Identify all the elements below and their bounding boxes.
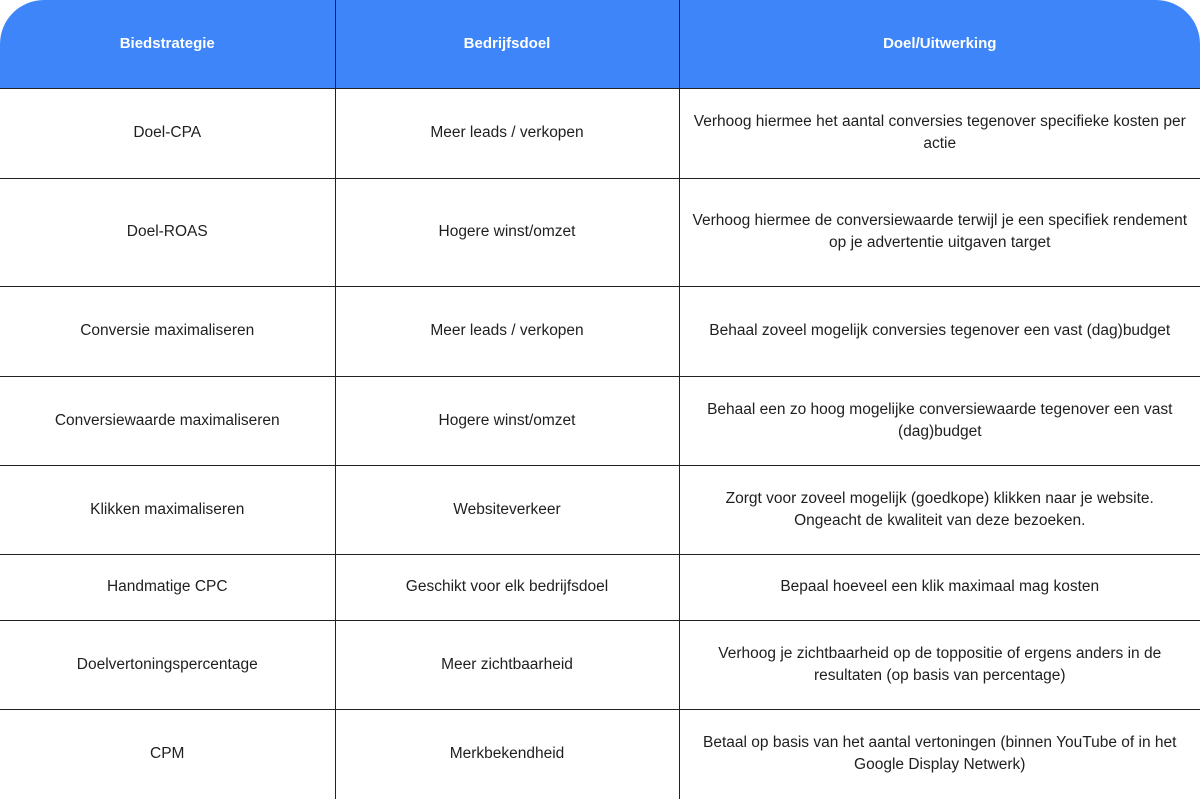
cell-effect: Zorgt voor zoveel mogelijk (goedkope) klikken naar je website. Ongeacht de kwaliteit van deze bezoeken. [679,465,1200,554]
cell-strategy: Doelvertoningspercentage [0,620,335,709]
cell-strategy: Conversiewaarde maximaliseren [0,376,335,465]
table-row [0,554,1200,620]
cell-strategy: Doel-CPA [0,88,335,178]
cell-effect: Behaal zoveel mogelijk conversies tegenover een vast (dag)budget [679,286,1200,376]
cell-goal: Geschikt voor elk bedrijfsdoel [335,554,679,620]
table-row [0,465,1200,554]
cell-strategy: Handmatige CPC [0,554,335,620]
cell-goal: Merkbekendheid [335,709,679,799]
cell-goal: Hogere winst/omzet [335,178,679,286]
header-bedrijfsdoel: Bedrijfsdoel [335,0,679,88]
cell-strategy: CPM [150,745,185,763]
table-row [0,620,1200,709]
table-row [0,709,1200,799]
header-doel-uitwerking: Doel/Uitwerking [679,0,1200,88]
table-row [0,376,1200,465]
cell-goal: Websiteverkeer [335,465,679,554]
cell-effect: Betaal op basis van het aantal vertoningen (binnen YouTube of in het Google Display Netwerk) [679,709,1200,799]
cell-effect: Behaal een zo hoog mogelijke conversiewaarde tegenover een vast (dag)budget [679,376,1200,465]
cell-effect: Bepaal hoeveel een klik maximaal mag kosten [679,554,1200,620]
cell-strategy: Doel-ROAS [0,178,335,286]
cell-strategy: Conversie maximaliseren [0,286,335,376]
table-row [0,286,1200,376]
table-row [0,178,1200,286]
header-biedstrategie: Biedstrategie [0,0,335,88]
cell-goal: Meer leads / verkopen [335,88,679,178]
cell-effect: Verhoog hiermee het aantal conversies tegenover specifieke kosten per actie [679,88,1200,178]
cell-effect: Verhoog hiermee de conversiewaarde terwijl je een specifiek rendement op je advertentie uitgaven target [679,178,1200,286]
table-header-row [0,0,1200,88]
table-row [0,88,1200,178]
cell-goal: Meer zichtbaarheid [335,620,679,709]
cell-strategy: Klikken maximaliseren [0,465,335,554]
cell-goal: Hogere winst/omzet [335,376,679,465]
cell-effect: Verhoog je zichtbaarheid op de toppositie of ergens anders in de resultaten (op basis van percentage) [679,620,1200,709]
cell-goal: Meer leads / verkopen [335,286,679,376]
